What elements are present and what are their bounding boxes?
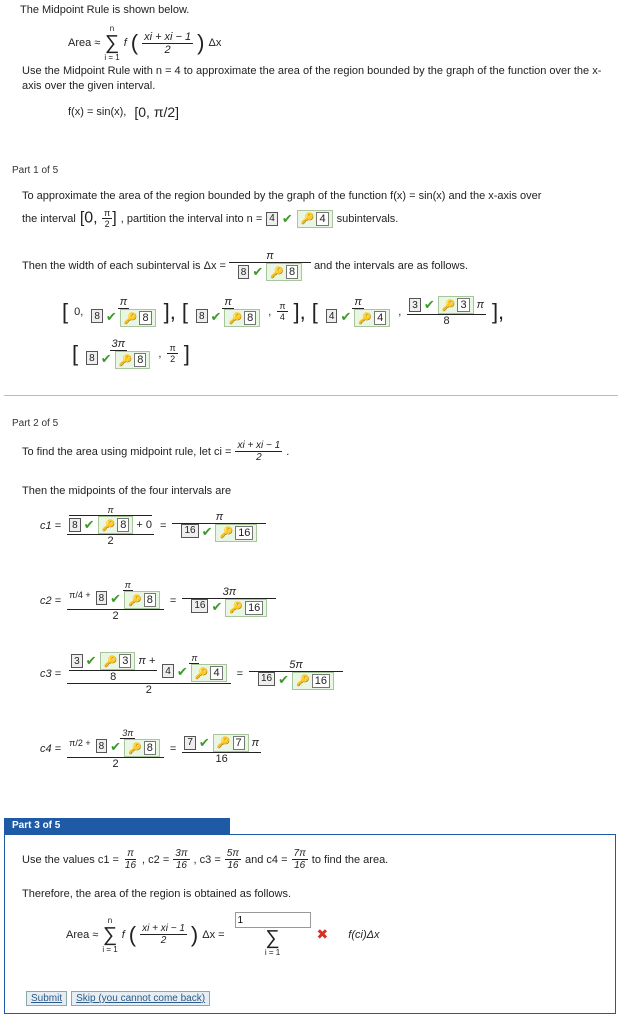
sigma-top: n — [109, 24, 115, 33]
key-icon: 🔑 — [270, 266, 284, 279]
part1-text-a: To approximate the area of the region bounded by the graph of the function f(x) = sin(x) and the x-axis over — [22, 190, 542, 202]
part3-formula: Area ≈ n ∑ i = 1 f ( $\frac{xi + xi - 1}{2}$ ) Δx = 1 ∑ i = 1 ✖ f(ci)Δx — [66, 912, 380, 957]
width-input[interactable]: 8 — [238, 265, 250, 279]
interval2-input[interactable]: 8 — [196, 309, 208, 323]
interval3-input[interactable]: 4 — [326, 309, 338, 323]
part1-line2: the interval [0, $\frac{\pi}{2}$ ] , partition the interval into n = 4 ✔ 🔑 4 subintervals. — [22, 208, 399, 229]
sigma: n ∑ i = 1 — [104, 24, 120, 62]
intro-title: The Midpoint Rule is shown below. — [20, 4, 190, 16]
divider — [4, 395, 618, 396]
c2-den-input[interactable]: 16 — [191, 599, 208, 613]
c3-input[interactable]: 3 — [71, 654, 83, 668]
c2-input[interactable]: 8 — [96, 591, 108, 605]
intervals-row: [ 0, π 8 ✔ 🔑 8 ], [ π 8 ✔ 🔑 8 , $\frac{\pi}{4}$ ], [ π 4 ✔ 🔑 4 , 3 ✔ 🔑 3 π 8 ], — [62, 296, 505, 327]
c1-den-input[interactable]: 16 — [181, 524, 198, 538]
part1-label: Part 1 of 5 — [12, 165, 59, 176]
key-icon: 🔑 — [300, 213, 315, 225]
sigma-bottom: i = 1 — [104, 53, 120, 62]
intro-desc: Use the Midpoint Rule with n = 4 to approximate the area of the region bounded by the graph of the function over the x-axis over the given interval. — [22, 65, 602, 92]
part3-values: Use the values c1 = $\frac{\pi}{16}$ , c2 = $\frac{3\pi}{16}$ , c3 = $\frac{5\pi}{16}$ and c4 = $\frac{7\pi}{16}$ to find the area. — [22, 848, 389, 871]
area-input[interactable] — [235, 912, 311, 928]
c3-den-input[interactable]: 16 — [258, 672, 275, 686]
dx: Δx — [208, 37, 222, 49]
skip-button[interactable]: Skip (you cannot come back) — [71, 991, 210, 1006]
width-line: Then the width of each subinterval is Δx = π 8 ✔ 🔑 8 and the intervals are as follows. — [22, 250, 469, 279]
submit-button[interactable]: Submit — [26, 991, 67, 1006]
c2-row: c2 = π/4 + π 8 ✔ 🔑 8 2 = 3π 16 ✔ 🔑 16 — [40, 580, 276, 622]
answer-key: 🔑 4 — [297, 210, 333, 228]
part2-then: Then the midpoints of the four intervals are — [22, 485, 232, 497]
check-icon: ✔ — [252, 264, 264, 279]
c3-mid-input[interactable]: 4 — [162, 664, 174, 678]
part3-label: Part 3 of 5 — [12, 820, 61, 831]
c3-row: c3 = 3 ✔ 🔑 3 π + 8 π 4 ✔ 🔑 4 2 = 5π 16 ✔ 🔑 16 — [40, 652, 343, 696]
midpoint-formula: Area ≈ n ∑ i = 1 f ( $\frac{xi + xi - 1}{2}$ ) Δx — [68, 24, 222, 62]
part2-intro: To find the area using midpoint rule, let ci = $\frac{xi + xi - 1}{2}$ . — [22, 440, 290, 463]
area-label: Area ≈ — [68, 37, 101, 49]
part3-therefore: Therefore, the area of the region is obtained as follows. — [22, 888, 292, 900]
part2-label: Part 2 of 5 — [12, 418, 59, 429]
intervals-row2: [ 3π 8 ✔ 🔑 8 , $\frac{\pi}{2}$ ] — [72, 338, 190, 369]
function-line: f(x) = sin(x), [0, π/2] — [68, 104, 180, 120]
fci-dx: f(ci)Δx — [348, 928, 380, 941]
answer-key: 🔑 8 — [266, 263, 302, 281]
c1-input[interactable]: 8 — [69, 518, 81, 532]
c1-row: c1 = π 8 ✔ 🔑 8 + 0 2 = π 16 ✔ 🔑 16 — [40, 505, 266, 547]
c4-row: c4 = π/2 + 3π 8 ✔ 🔑 8 2 = 7 ✔ 🔑 7 π 16 — [40, 728, 259, 770]
check-icon: ✔ — [281, 210, 293, 226]
button-row — [26, 991, 210, 1006]
interval3b-input[interactable]: 3 — [409, 298, 421, 312]
interval4-input[interactable]: 8 — [86, 351, 98, 365]
formula-frac: $\frac{xi + xi - 1}{2}$ — [144, 30, 192, 56]
wrong-icon: ✖ — [316, 926, 329, 942]
c4-num-input[interactable]: 7 — [184, 736, 196, 750]
c4-input[interactable]: 8 — [96, 739, 108, 753]
n-input[interactable]: 4 — [266, 212, 278, 226]
interval1-input[interactable]: 8 — [91, 309, 103, 323]
